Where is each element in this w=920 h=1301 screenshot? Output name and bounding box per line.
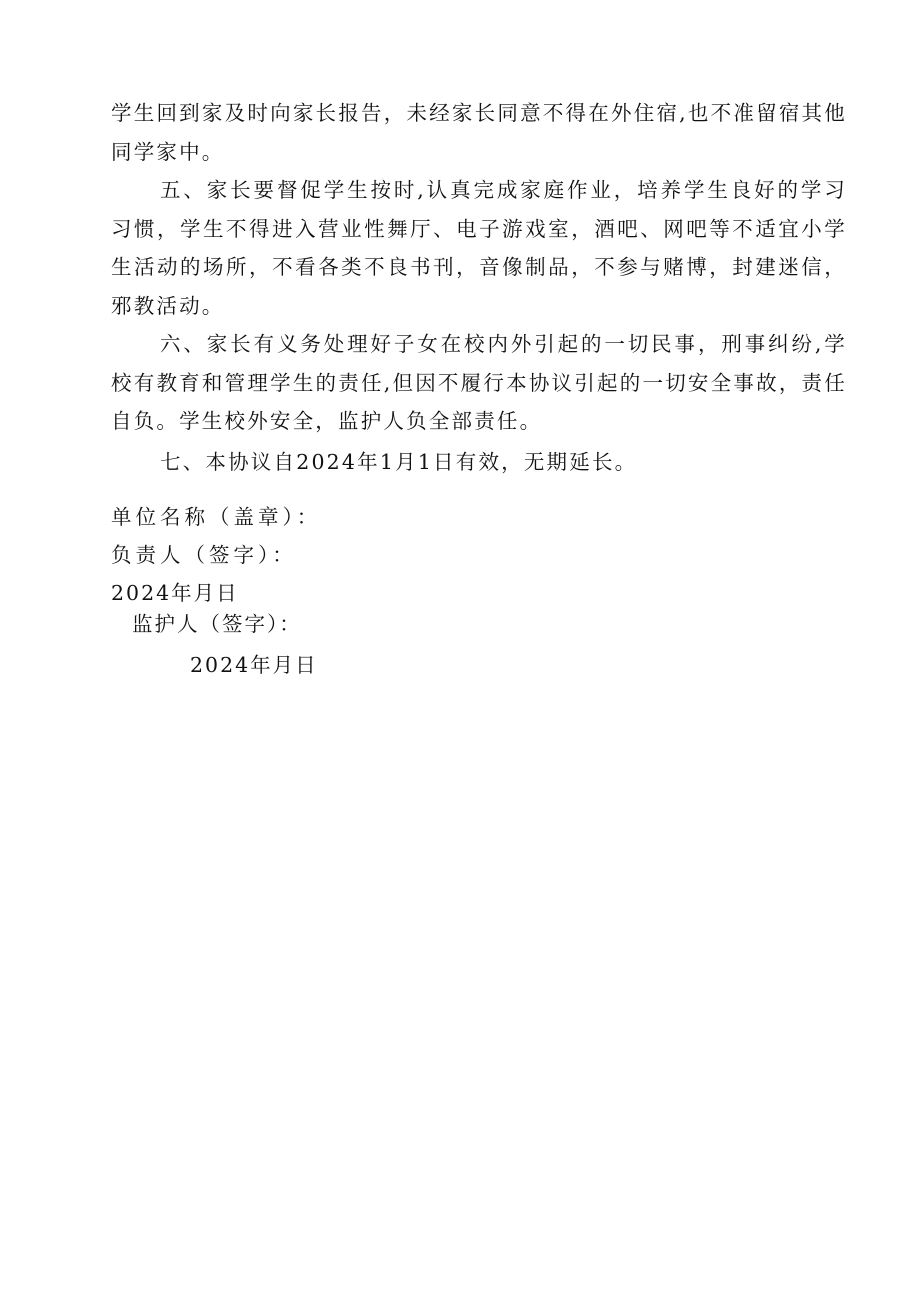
paragraph-clause-6: 六、家长有义务处理好子女在校内外引起的一切民事，刑事纠纷,学校有教育和管理学生的责任,但因不履行本协议引起的一切安全事故，责任自负。学生校外安全，监护人负全部责任。 xyxy=(111,332,847,433)
guardian-date-line: 2024年月日 xyxy=(190,653,318,677)
guardian-signature-line: 监护人（签字）： xyxy=(132,612,302,636)
unit-date-line: 2024年月日 xyxy=(111,581,239,605)
unit-name-seal-line: 单位名称（盖章）： xyxy=(111,505,322,529)
paragraph-clause-7: 七、本协议自2024年1月1日有效，无期延长。 xyxy=(160,450,638,474)
paragraph-continuation: 学生回到家及时向家长报告，未经家长同意不得在外住宿,也不准留宿其他同学家中。 xyxy=(111,101,847,164)
paragraph-clause-5: 五、家长要督促学生按时,认真完成家庭作业，培养学生良好的学习习惯，学生不得进入营业性舞厅、电子游戏室，酒吧、网吧等不适宜小学生活动的场所，不看各类不良书刊，音像制品，不参与赌博，封建迷信，邪教活动。 xyxy=(111,178,847,318)
person-in-charge-signature-line: 负责人（签字）： xyxy=(111,543,297,567)
